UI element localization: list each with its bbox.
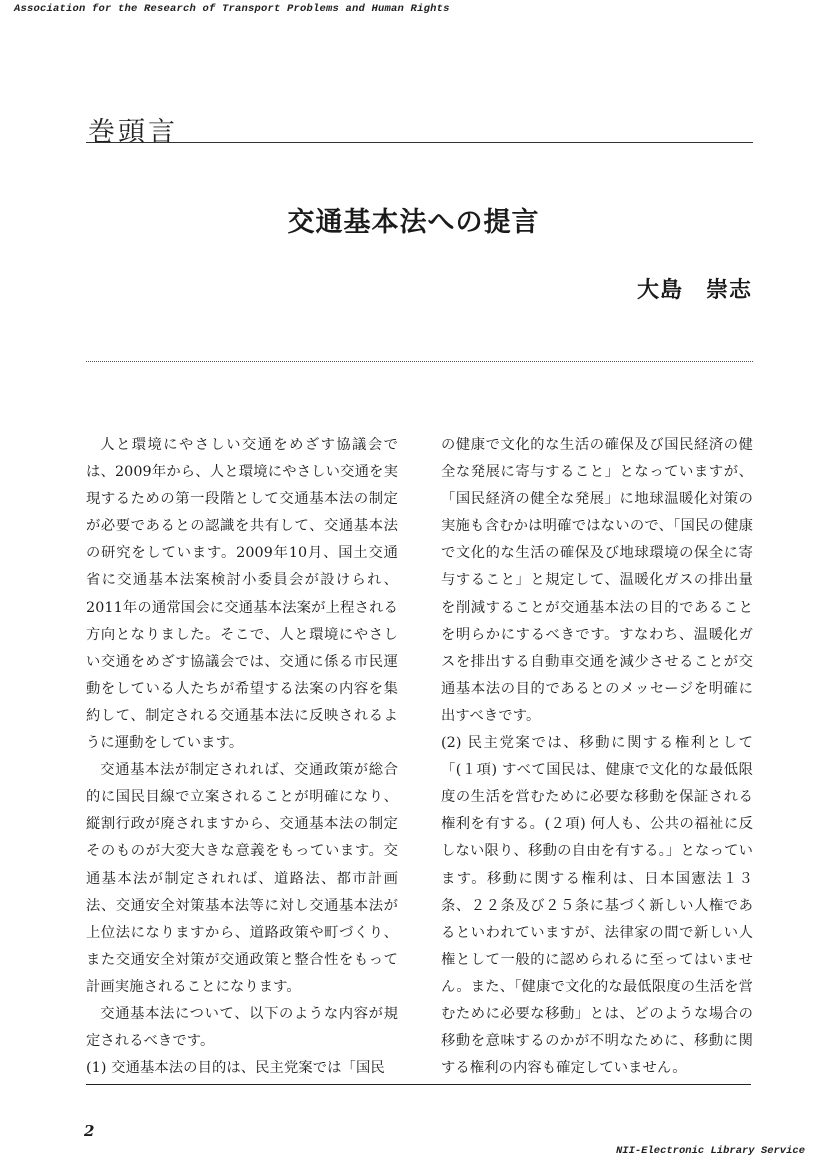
section-label: 巻頭言 [88,117,178,148]
left-column [86,432,398,1082]
dotted-divider [86,361,753,362]
paragraph: 交通基本法が制定されれば、交通政策が総合的に国民目線で立案されることが明確になり、縦割行政が廃されますから、交通基本法の制定そのものが大変大きな意義をもっています。交通基本法が制定されれば、道路法、都市計画法、交通安全対策基本法等に対し交通基本法が上位法になりますから、道路政策や町づくり、また交通安全対策が交通政策と整合性をもって計画実施されることになります。 [86,762,398,995]
paragraph: の健康で文化的な生活の確保及び国民経済の健全な発展に寄与すること」となっていますが、「国民経済の健全な発展」に地球温暖化対策の実施も含むかは明確ではないので、「国民の健康で文化的な生活の確保及び地球環境の保全に寄与すること」と規定して、温暖化ガスの排出量を削減することが交通基本法の目的であることを明らかにするべきです。すなわち、温暖化ガスを排出する自動車交通を減少させることが交通基本法の目的であるとのメッセージを明確に出すべきです。 [441,437,753,724]
section-rule [86,142,753,143]
header-note: Association for the Research of Transport Problems and Human Rights [14,3,450,15]
footer-rule [86,1084,751,1085]
author-name: 大島 崇志 [636,277,752,303]
paragraph: (2) 民主党案では、移動に関する権利として「(１項) すべて国民は、健康で文化的な最低限度の生活を営むために必要な移動を保証される権利を有する。(２項) 何人も、公共の福祉に反しない限り、移動の自由を有する。」となっています。移動に関する権利は、日本国憲法１３条、２２条及び２５条に基づく新しい人権であるといわれていますが、法律家の間で新しい人権として一般的に認められるに至ってはいません。また、「健康で文化的な最低限度の生活を営むために必要な移動」とは、どのような場合の移動を意味するのかが不明なために、移動に関する権利の内容も確定していません。 [441,735,753,1077]
right-column [441,432,753,1082]
article-title: 交通基本法への提言 [287,207,540,238]
paragraph: 交通基本法について、以下のような内容が規定されるべきです。 [86,1005,398,1050]
footer-note: NII-Electronic Library Service [615,1145,805,1157]
paragraph: (1) 交通基本法の目的は、民主党案では「国民 [86,1060,385,1077]
paragraph: 人と環境にやさしい交通をめざす協議会では、2009年から、人と環境にやさしい交通を実現するための第一段階として交通基本法の制定が必要であるとの認識を共有して、交通基本法の研究をしています。2009年10月、国土交通省に交通基本法案検討小委員会が設けられ、2011年の通常国会に交通基本法案が上程される方向となりました。そこで、人と環境にやさしい交通をめざす協議会では、交通に係る市民運動をしている人たちが希望する法案の内容を集約して、制定される交通基本法に反映されるように運動をしています。 [86,437,398,752]
page-number: 2 [84,1122,95,1140]
